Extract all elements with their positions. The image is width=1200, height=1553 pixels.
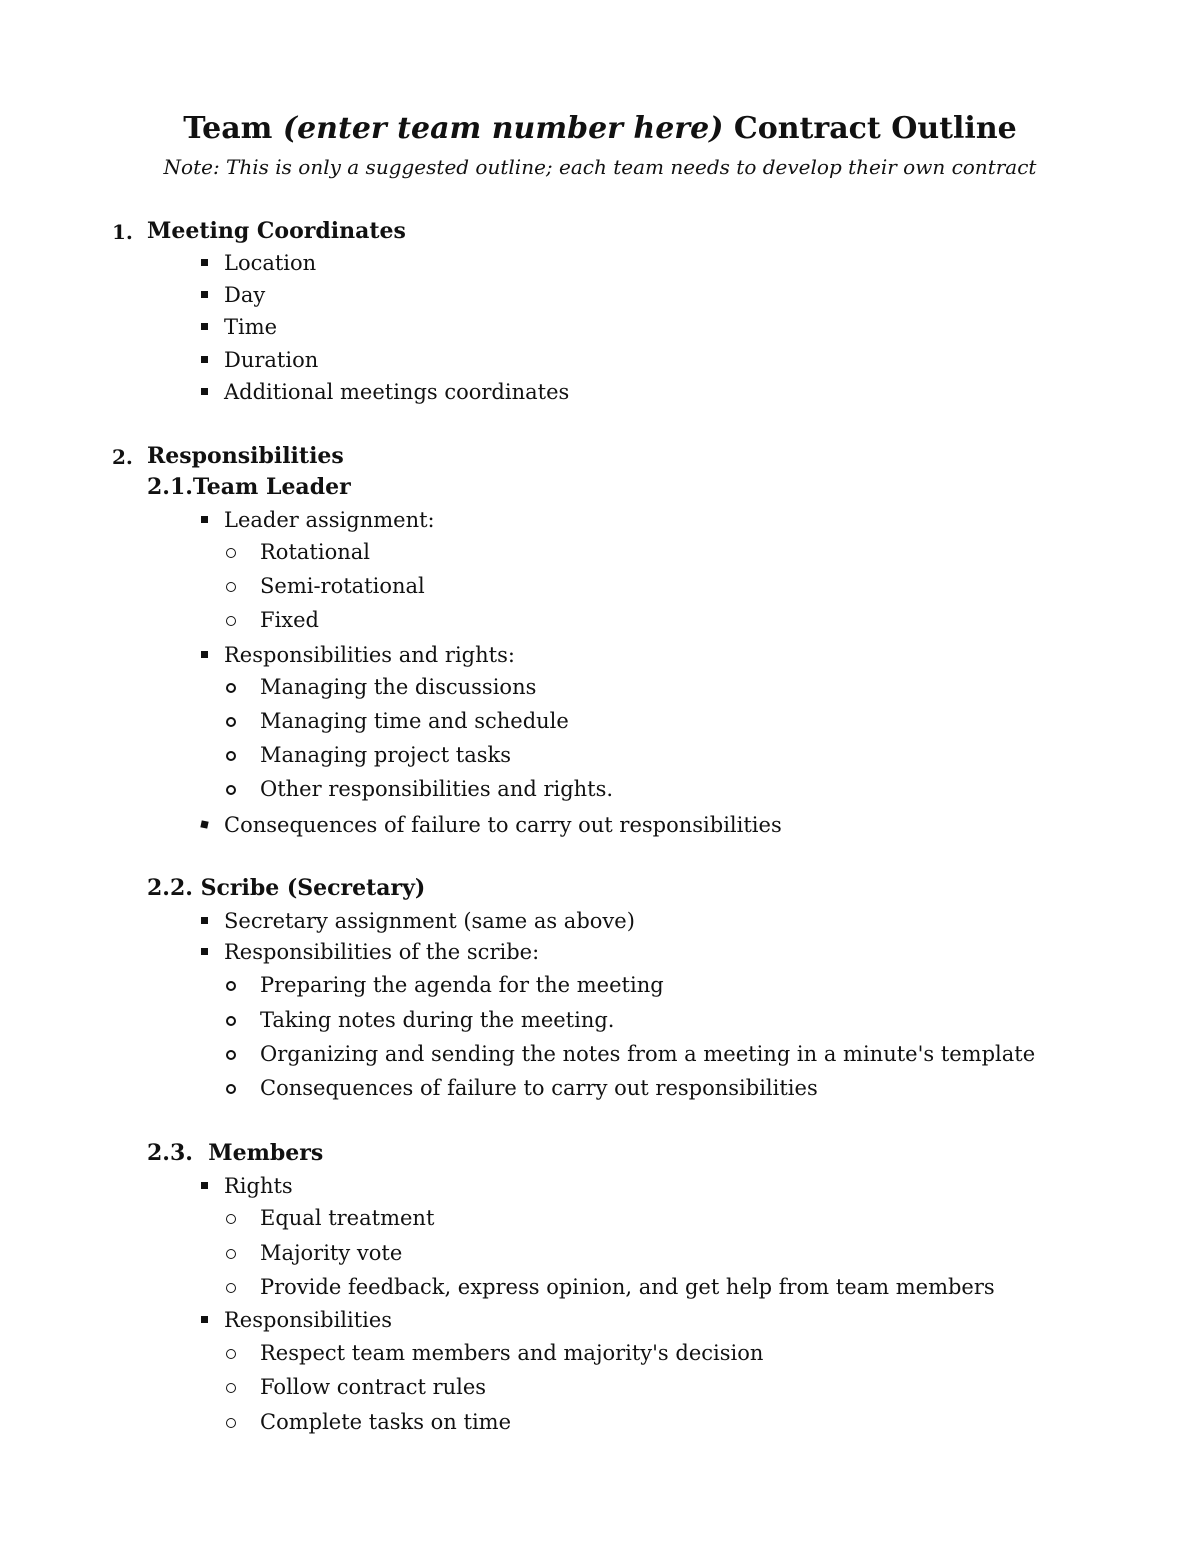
subsection-heading-scribe: 2.2. Scribe (Secretary) [147, 875, 426, 901]
bullet-circle-bold-icon [226, 785, 236, 795]
list-item: Time [224, 315, 278, 339]
list-item: Fixed [260, 608, 320, 632]
bullet-square-icon [201, 291, 208, 298]
title-italic: (enter team number here) [282, 111, 724, 146]
list-item: Rights [224, 1174, 293, 1198]
list-item: Other responsibilities and rights. [260, 777, 614, 801]
list-item: Organizing and sending the notes from a meeting in a minute's template [260, 1042, 1036, 1066]
bullet-square-icon [201, 259, 208, 266]
note: Note: This is only a suggested outline; each team needs to develop their own contract [163, 155, 1037, 179]
bullet-circle-icon [226, 1383, 236, 1393]
list-item: Respect team members and majority's decision [260, 1341, 764, 1365]
list-item: Preparing the agenda for the meeting [260, 973, 664, 997]
bullet-square-icon [201, 948, 208, 955]
list-item: Majority vote [260, 1241, 403, 1265]
list-item: Leader assignment: [224, 508, 435, 532]
bullet-circle-bold-icon [226, 717, 236, 727]
bullet-square-icon [201, 1316, 208, 1323]
bullet-square-icon [201, 917, 208, 924]
list-item: Responsibilities and rights: [224, 643, 515, 667]
section-1-number: 1. [112, 220, 133, 244]
bullet-square-icon [201, 651, 208, 658]
section-2-heading: Responsibilities [147, 443, 344, 469]
list-item: Equal treatment [260, 1206, 435, 1230]
list-item: Responsibilities of the scribe: [224, 940, 540, 964]
bullet-circle-icon [226, 1214, 236, 1224]
bullet-circle-bold-icon [226, 1050, 236, 1060]
bullet-circle-bold-icon [226, 1084, 236, 1094]
subsection-heading-leader: 2.1.Team Leader [147, 474, 351, 500]
list-item: Semi-rotational [260, 574, 425, 598]
list-item: Taking notes during the meeting. [260, 1008, 615, 1032]
bullet-square-icon [201, 356, 208, 363]
list-item: Managing project tasks [260, 743, 512, 767]
list-item: Provide feedback, express opinion, and get help from team members [260, 1275, 995, 1299]
list-item: Additional meetings coordinates [224, 380, 570, 404]
list-item: Rotational [260, 540, 370, 564]
title-post: Contract Outline [723, 111, 1017, 146]
page-title [0, 108, 1200, 150]
bullet-circle-icon [226, 1349, 236, 1359]
list-item: Follow contract rules [260, 1375, 487, 1399]
bullet-square-icon [201, 388, 208, 395]
list-item: Consequences of failure to carry out responsibilities [260, 1076, 818, 1100]
bullet-circle-bold-icon [226, 751, 236, 761]
list-item: Consequences of failure to carry out responsibilities [224, 813, 782, 837]
list-item: Complete tasks on time [260, 1410, 512, 1434]
section-1-heading: Meeting Coordinates [147, 218, 406, 244]
bullet-square-icon [201, 323, 208, 330]
list-item: Responsibilities [224, 1308, 393, 1332]
bullet-circle-icon [226, 616, 236, 626]
bullet-circle-icon [226, 582, 236, 592]
list-item: Location [224, 251, 317, 275]
bullet-circle-bold-icon [226, 1016, 236, 1026]
list-item: Managing time and schedule [260, 709, 569, 733]
list-item: Day [224, 283, 266, 307]
bullet-circle-bold-icon [226, 683, 236, 693]
list-item: Secretary assignment (same as above) [224, 909, 635, 933]
bullet-circle-icon [226, 548, 236, 558]
bullet-circle-icon [226, 1283, 236, 1293]
title-pre: Team [183, 111, 283, 146]
list-item: Duration [224, 348, 319, 372]
subsection-heading-members: 2.3. Members [147, 1140, 324, 1166]
bullet-circle-bold-icon [226, 981, 236, 991]
bullet-square-icon [201, 516, 208, 523]
section-2-number: 2. [112, 445, 133, 469]
list-item: Managing the discussions [260, 675, 537, 699]
bullet-square-icon [201, 1182, 208, 1189]
bullet-circle-icon [226, 1418, 236, 1428]
bullet-circle-icon [226, 1249, 236, 1259]
bullet-square-icon [200, 820, 208, 828]
